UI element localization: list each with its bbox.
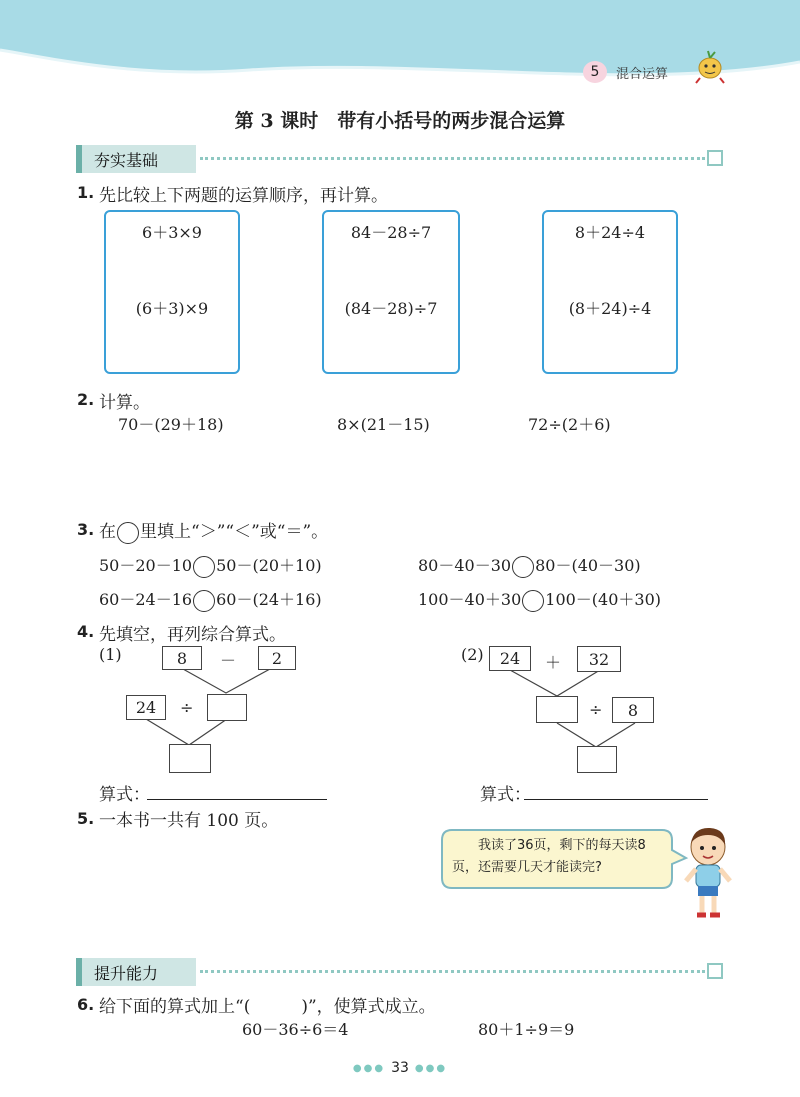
q1-card-1-top: 6＋3×9 bbox=[142, 223, 202, 242]
q3-text-a: 在 bbox=[99, 522, 116, 542]
section-basic-label: 夯实基础 bbox=[94, 150, 159, 170]
q4-p2-op1: ＋ bbox=[545, 653, 562, 672]
q4-p1-blank-mid[interactable] bbox=[207, 694, 247, 721]
q4-p1-op1: － bbox=[220, 651, 237, 670]
q6-item-2: 80＋1÷9＝9 bbox=[478, 1020, 575, 1039]
section-advanced-divider bbox=[200, 970, 705, 973]
q4-p1-box-b: 2 bbox=[258, 646, 296, 670]
q4-p1-formula-line[interactable] bbox=[147, 779, 327, 800]
q1-card-3 bbox=[542, 210, 678, 374]
q3-row-2-right: 100－40＋30 100－(40＋30) bbox=[418, 587, 661, 612]
q3-text-b: 里填上“＞”“＜”或“＝”。 bbox=[140, 522, 329, 542]
q4-part2-label: (2) bbox=[461, 645, 484, 664]
q4-p2-box-c: 8 bbox=[612, 697, 654, 723]
q5-number: 5. bbox=[77, 809, 95, 828]
q1-card-2 bbox=[322, 210, 460, 374]
page-number: 33 bbox=[391, 1060, 409, 1076]
footer-dots-left-icon: ●●● bbox=[352, 1062, 386, 1074]
chapter-badge: 5 bbox=[583, 61, 607, 83]
section-basic-divider bbox=[200, 157, 705, 160]
q1-card-3-top: 8＋24÷4 bbox=[574, 223, 646, 242]
q1-card-1 bbox=[104, 210, 240, 374]
footer-dots-right-icon: ●●● bbox=[414, 1062, 448, 1074]
boy-character-icon bbox=[682, 823, 734, 923]
q2-item-2: 8×(21－15) bbox=[337, 415, 430, 434]
chapter-title: 混合运算 bbox=[616, 67, 669, 82]
q4-p2-blank-result[interactable] bbox=[577, 746, 617, 773]
q4-p1-formula-label: 算式： bbox=[99, 785, 150, 805]
q4-number: 4. bbox=[77, 622, 95, 641]
q4-p1-box-c: 24 bbox=[126, 695, 166, 720]
q4-p2-op2: ÷ bbox=[589, 700, 603, 719]
character-mascot-icon bbox=[690, 46, 730, 86]
q6-number: 6. bbox=[77, 995, 95, 1014]
q4-text: 先填空，再列综合算式。 bbox=[99, 625, 286, 645]
section-basic-tag bbox=[76, 145, 196, 173]
compare-circle-blank[interactable] bbox=[512, 556, 534, 578]
speech-bubble-text: 我读了36页，剩下的每天读8页，还需要几天才能读完? bbox=[452, 838, 646, 875]
q4-p1-blank-result[interactable] bbox=[169, 744, 211, 773]
q2-item-3: 72÷(2＋6) bbox=[528, 415, 611, 434]
q1-card-2-top: 84－28÷7 bbox=[350, 223, 432, 242]
q1-card-3-bottom: (8＋24)÷4 bbox=[568, 299, 652, 318]
section-basic-end-square bbox=[707, 150, 723, 166]
lesson-title: 第 3 课时 带有小括号的两步混合运算 bbox=[234, 110, 566, 132]
q4-p1-op2: ÷ bbox=[180, 698, 194, 717]
q6-item-1: 60－36÷6＝4 bbox=[242, 1020, 349, 1039]
compare-circle-blank[interactable] bbox=[522, 590, 544, 612]
section-advanced-tag bbox=[76, 958, 196, 986]
q1-text: 先比较上下两题的运算顺序，再计算。 bbox=[99, 186, 388, 206]
q1-number: 1. bbox=[77, 183, 95, 202]
q5-text: 一本书一共有 100 页。 bbox=[99, 811, 279, 831]
page-number-footer bbox=[0, 1060, 800, 1076]
q4-p2-formula-line[interactable] bbox=[524, 779, 708, 800]
q3-number: 3. bbox=[77, 520, 95, 539]
q4-p2-box-a: 24 bbox=[489, 646, 531, 671]
q2-text: 计算。 bbox=[99, 393, 150, 413]
section-advanced-label: 提升能力 bbox=[94, 963, 159, 983]
header-band bbox=[0, 0, 800, 90]
q6-text: 给下面的算式加上“( )”，使算式成立。 bbox=[99, 997, 436, 1017]
q4-p2-formula-label: 算式： bbox=[480, 785, 531, 805]
q3-row-1-left: 50－20－10 50－(20＋10) bbox=[99, 553, 322, 578]
q3-row-1-right: 80－40－30 80－(40－30) bbox=[418, 553, 641, 578]
q1-card-2-bottom: (84－28)÷7 bbox=[344, 299, 438, 318]
q2-item-1: 70－(29＋18) bbox=[118, 415, 224, 434]
compare-circle-icon bbox=[117, 522, 139, 544]
q4-part1-label: (1) bbox=[99, 645, 122, 664]
compare-circle-blank[interactable] bbox=[193, 590, 215, 612]
compare-circle-blank[interactable] bbox=[193, 556, 215, 578]
q4-p1-box-a: 8 bbox=[162, 646, 202, 670]
q4-p2-blank-mid[interactable] bbox=[536, 696, 578, 723]
q3-row-2-left: 60－24－16 60－(24＋16) bbox=[99, 587, 322, 612]
q2-number: 2. bbox=[77, 390, 95, 409]
q4-p2-box-b: 32 bbox=[577, 646, 621, 672]
section-advanced-end-square bbox=[707, 963, 723, 979]
q1-card-1-bottom: (6＋3)×9 bbox=[135, 299, 209, 318]
